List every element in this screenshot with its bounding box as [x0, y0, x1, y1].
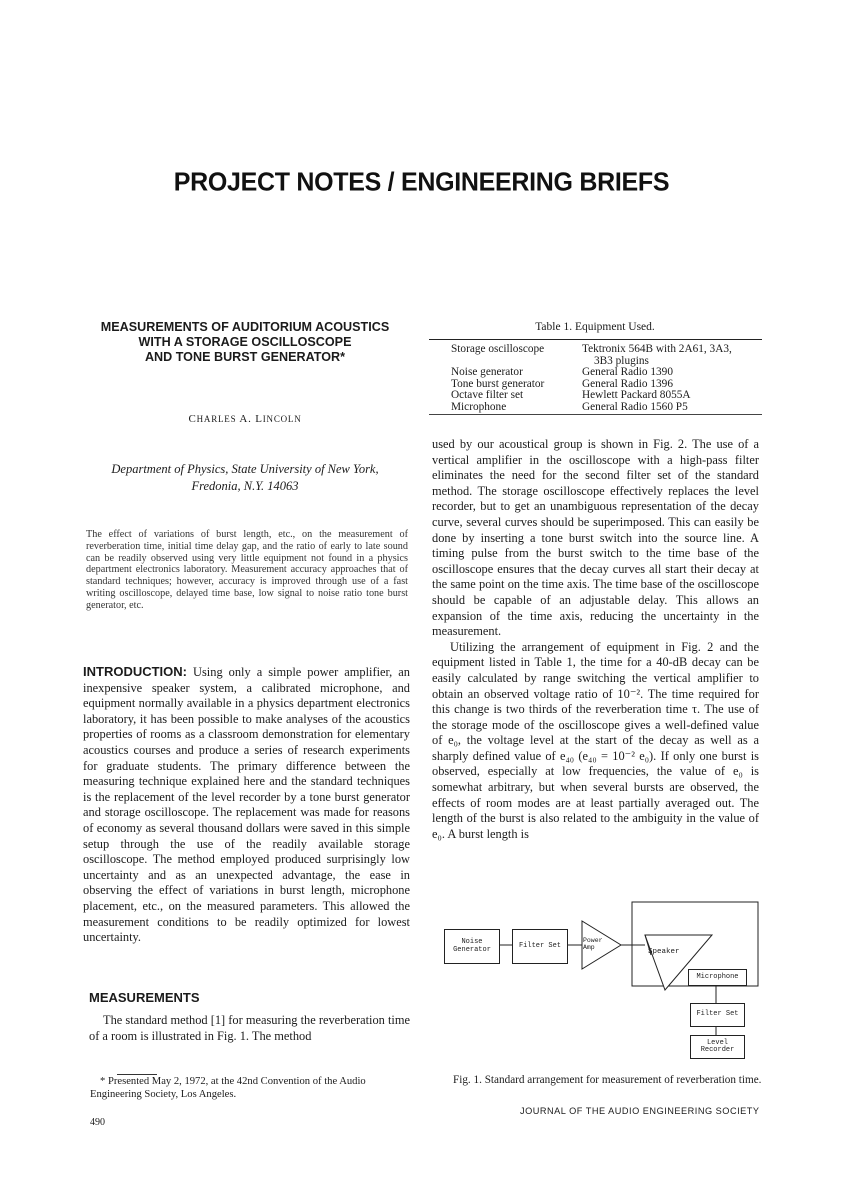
table-cell-model: Tektronix 564B with 2A61, 3A3,: [582, 343, 732, 355]
footnote: * Presented May 2, 1972, at the 42nd Convention of the Audio Engineering Society, Los Angeles.: [90, 1076, 366, 1100]
table-cell-item: Octave filter set: [451, 389, 524, 402]
section-header: PROJECT NOTES / ENGINEERING BRIEFS: [173, 167, 670, 197]
introduction-heading: INTRODUCTION:: [83, 664, 187, 679]
power-amp-label: Power Amp: [583, 937, 603, 951]
table-cell-item: Noise generator: [451, 366, 523, 379]
table-cell-item: Microphone: [451, 400, 507, 413]
measurements-text: The standard method [1] for measuring the reverberation time of a room is illustrated in Fig. 1. The method: [89, 1013, 410, 1043]
affiliation-line: Department of Physics, State University of New York,: [111, 462, 379, 476]
microphone-block: Microphone: [688, 969, 747, 986]
title-line: WITH A STORAGE OSCILLOSCOPE: [138, 335, 352, 349]
paragraph: Utilizing the arrangement of equipment in Fig. 2 and the equipment listed in Table 1, the time for a 40-dB decay can be easily calculated by range switching the vertical amplifier to obtain an observed voltage ratio of 10⁻². The time required for this change is two thirds of the reverberation time τ. The use of the storage mode of the oscilloscope gives a well-defined value of e₀, the voltage level at the start of the decay as well as a sharply defined value of e₄₀ (e₄₀ = 10⁻² e₀). If only one burst is observed, especially at low frequencies, the value of e₀ is somewhat arbitrary, but when several bursts are observed, the effects of room modes are at least partially averaged out. The length of the burst is also related to the ambiguity in the value of e₀. A burst length is: [432, 639, 759, 841]
table-cell-item: Tone burst generator: [451, 377, 545, 390]
journal-footer: JOURNAL OF THE AUDIO ENGINEERING SOCIETY: [520, 1106, 760, 1116]
author-initial: L: [255, 413, 263, 425]
measurements-heading: MEASUREMENTS: [89, 990, 200, 1005]
level-recorder-block: Level Recorder: [690, 1035, 745, 1059]
figure-caption: Fig. 1. Standard arrangement for measurement of reverberation time.: [453, 1074, 762, 1086]
page-number: 490: [90, 1117, 105, 1128]
affiliation-line: Fredonia, N.Y. 14063: [191, 479, 299, 493]
table-cell-model: General Radio 1560 P5: [582, 400, 688, 413]
table-title: Table 1. Equipment Used.: [535, 321, 655, 333]
filter-set-block: Filter Set: [512, 929, 568, 964]
paragraph: used by our acoustical group is shown in Fig. 2. The use of a vertical amplifier in the oscilloscope with a high-pass filter eliminates the need for the second filter set of the standard method. The storage oscilloscope effectively replaces the level recorder, but to get an unambiguous representation of the decay curve, several curves should be superimposed. This can easily be done by inserting a tone burst switch into the source line. A timing pulse from the burst switch to the time base of the oscilloscope ensures that the decay curves all start their decay at the same point on the time axis. The time base of the oscilloscope should be capable of an adjustable delay. This allows an expansion of the time axis, reducing the uncertainty in the measurement.: [432, 437, 759, 639]
author-smallcaps: HARLES: [196, 414, 237, 424]
abstract: The effect of variations of burst length, etc., on the measurement of reverberation time, initial time delay gap, and the ratio of early to late sound can be readily observed using very little equipment not found in a physics department electronics laboratory. Measurement accuracy approaches that of standard techniques; however, accuracy is improved through use of a fast writing oscilloscope, delayed time base, low signal to noise ratio tone burst generator, etc.: [86, 529, 408, 611]
table-cell-model: General Radio 1396: [582, 377, 673, 390]
author-initial: C: [188, 413, 197, 425]
table-cell-model: General Radio 1390: [582, 366, 673, 379]
title-line: MEASUREMENTS OF AUDITORIUM ACOUSTICS: [100, 320, 390, 334]
table-cell-model: 3B3 plugins: [594, 354, 649, 367]
introduction-text: Using only a simple power amplifier, an inexpensive speaker system, a calibrated microphone, and equipment normally available in a physics department electronics laboratory, it has been possible to make analyses of the acoustics properties of rooms as a classroom demonstration for elementary acoustics courses and produce a series of research experiments for graduate students. The primary difference between the measuring technique explained here and the standard techniques is the replacement of the level recorder by a tone burst generator and storage oscilloscope. The replacement was made for reasons of economy as several thousand dollars were saved in this simple setup through the use of the readily available storage oscilloscope. The method employed produced surprisingly low uncertainty and as an unexpected advantage, the ease in observing the effect of variations in burst length, microphone placement, etc., on the measured parameters. This allowed the measurement conditions to be readily optimized for lowest uncertainty.: [83, 665, 410, 945]
table-cell-item: Storage oscilloscope: [451, 343, 545, 355]
noise-generator-block: Noise Generator: [444, 929, 500, 964]
speaker-label: Speaker: [648, 948, 680, 956]
title-line: AND TONE BURST GENERATOR*: [144, 350, 346, 364]
filter-set-block: Filter Set: [690, 1003, 745, 1027]
author-middle: A.: [236, 413, 256, 425]
author-smallcaps: INCOLN: [262, 414, 302, 424]
table-cell-model: Hewlett Packard 8055A: [582, 389, 691, 402]
